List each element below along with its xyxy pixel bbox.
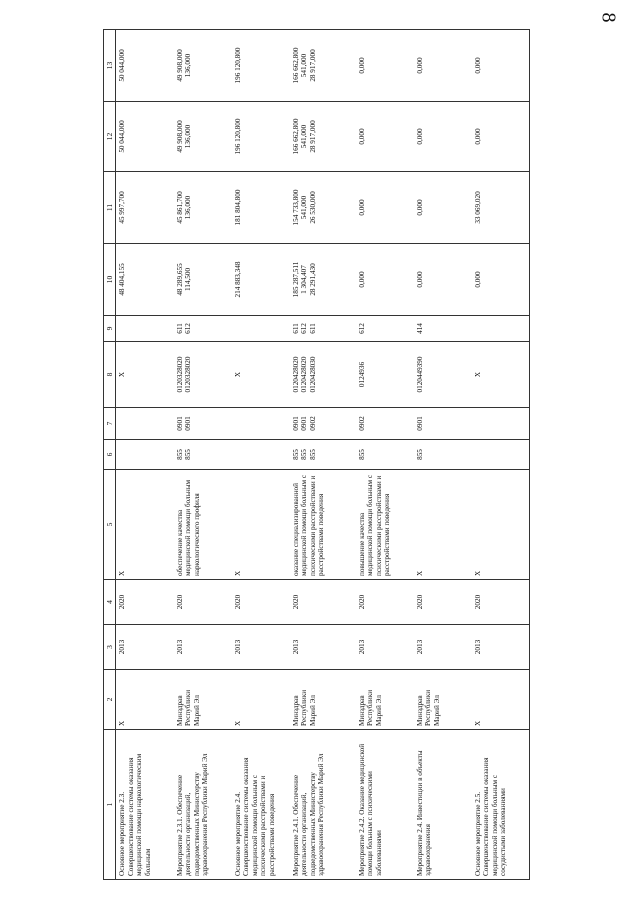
column-header: 3 — [104, 625, 116, 670]
table-cell-col-5: Х — [414, 470, 472, 580]
table-cell-col-13: 0,000 — [356, 30, 414, 102]
column-header: 8 — [104, 342, 116, 408]
table-cell-col-7: 0902 — [356, 408, 414, 440]
table-row — [414, 30, 472, 880]
table-cell-col-8: 0120328020 0120328020 — [174, 342, 232, 408]
table-cell-col-11: 181 804,800 — [232, 172, 290, 244]
table-cell-col-10: 0,000 — [472, 244, 530, 316]
table-cell-col-6 — [116, 440, 174, 470]
column-header: 10 — [104, 244, 116, 316]
table-cell-col-3: 2013 — [232, 625, 290, 670]
table-cell-col-4: 2020 — [290, 580, 356, 625]
table-cell-col-3: 2013 — [472, 625, 530, 670]
table-cell-col-1: Основное мероприятие 2.3. Совершенствование системы оказания медицинской помощи наркологическим больным — [116, 730, 174, 880]
table-cell-col-13: 50 044,000 — [116, 30, 174, 102]
table-cell-col-6: 855 855 — [174, 440, 232, 470]
table-cell-col-13: 196 120,800 — [232, 30, 290, 102]
column-header: 12 — [104, 102, 116, 172]
table-cell-col-4: 2020 — [472, 580, 530, 625]
table-cell-col-10: 0,000 — [414, 244, 472, 316]
table-cell-col-7: 0901 0901 — [174, 408, 232, 440]
table-cell-col-9: 611 612 611 — [290, 316, 356, 342]
table-cell-col-6 — [472, 440, 530, 470]
table-body — [116, 30, 530, 880]
table-cell-col-1: Мероприятие 2.4.2. Оказание медицинской помощи больным с психическими заболеваниями — [356, 730, 414, 880]
table-cell-col-9: 612 — [356, 316, 414, 342]
table-cell-col-11: 45 861,700 136,000 — [174, 172, 232, 244]
table-cell-col-7 — [116, 408, 174, 440]
table-row — [232, 30, 290, 880]
table-cell-col-9 — [232, 316, 290, 342]
table-cell-col-12: 50 044,000 — [116, 102, 174, 172]
table-cell-col-9 — [472, 316, 530, 342]
table-cell-col-3: 2013 — [174, 625, 232, 670]
table-cell-col-12: 0,000 — [414, 102, 472, 172]
table-cell-col-11: 0,000 — [356, 172, 414, 244]
header-row — [104, 30, 116, 880]
table-cell-col-6: 855 — [414, 440, 472, 470]
table-cell-col-5: Х — [472, 470, 530, 580]
column-header: 7 — [104, 408, 116, 440]
table-cell-col-10: 48 404,155 — [116, 244, 174, 316]
table-cell-col-12: 0,000 — [472, 102, 530, 172]
table-cell-col-8: 0120449390 — [414, 342, 472, 408]
table-cell-col-12: 0,000 — [356, 102, 414, 172]
table-cell-col-10: 185 287,511 1 304,407 28 291,430 — [290, 244, 356, 316]
table-cell-col-2: Минздрав Республики Марий Эл — [290, 670, 356, 730]
table-cell-col-10: 0,000 — [356, 244, 414, 316]
table-cell-col-6 — [232, 440, 290, 470]
table-cell-col-3: 2013 — [356, 625, 414, 670]
table-cell-col-5: оказание специализированной медицинской помощи больным с психическими расстройствами и расстройствами поведения — [290, 470, 356, 580]
table-cell-col-10: 48 289,655 114,500 — [174, 244, 232, 316]
table-cell-col-5: Х — [116, 470, 174, 580]
table-cell-col-13: 166 662,800 541,000 28 917,000 — [290, 30, 356, 102]
table-cell-col-8: Х — [472, 342, 530, 408]
table-cell-col-5: повышение качества медицинской помощи больным с психическими расстройствами и расстройствами поведения — [356, 470, 414, 580]
table-cell-col-9: 414 — [414, 316, 472, 342]
table-cell-col-11: 0,000 — [414, 172, 472, 244]
table-row — [174, 30, 232, 880]
table-cell-col-8: 0124936 — [356, 342, 414, 408]
table-cell-col-6: 855 — [356, 440, 414, 470]
table-cell-col-7: 0901 0901 0902 — [290, 408, 356, 440]
table-cell-col-13: 0,000 — [414, 30, 472, 102]
table-cell-col-2: Минздрав Республики Марий Эл — [356, 670, 414, 730]
table-cell-col-8: 0120428020 0120428020 0120428030 — [290, 342, 356, 408]
table-cell-col-4: 2020 — [356, 580, 414, 625]
table-cell-col-3: 2013 — [290, 625, 356, 670]
table-cell-col-3: 2013 — [414, 625, 472, 670]
column-header: 6 — [104, 440, 116, 470]
table-cell-col-2: Х — [232, 670, 290, 730]
table-cell-col-1: Мероприятие 2.3.1. Обеспечение деятельности организаций, подведомственных Министерству здравоохранения Республики Марий Эл — [174, 730, 232, 880]
table-cell-col-8: Х — [116, 342, 174, 408]
table-cell-col-12: 49 908,000 136,000 — [174, 102, 232, 172]
table-cell-col-2: Минздрав Республики Марий Эл — [414, 670, 472, 730]
table-cell-col-1: Мероприятие 2.4. Инвестиции в объекты здравоохранения — [414, 730, 472, 880]
column-header: 1 — [104, 730, 116, 880]
table-cell-col-5: Х — [232, 470, 290, 580]
table-row — [116, 30, 174, 880]
table-cell-col-10: 214 883,348 — [232, 244, 290, 316]
table-cell-col-2: Минздрав Республики Марий Эл — [174, 670, 232, 730]
table-cell-col-13: 0,000 — [472, 30, 530, 102]
table-cell-col-12: 196 120,800 — [232, 102, 290, 172]
table-cell-col-7 — [232, 408, 290, 440]
column-header: 4 — [104, 580, 116, 625]
table-cell-col-9 — [116, 316, 174, 342]
table-cell-col-8: Х — [232, 342, 290, 408]
table-cell-col-11: 33 069,020 — [472, 172, 530, 244]
column-header: 13 — [104, 30, 116, 102]
table-cell-col-11: 154 733,800 541,000 26 530,000 — [290, 172, 356, 244]
table-row — [356, 30, 414, 880]
rotated-page — [103, 30, 639, 880]
table-cell-col-13: 49 908,000 136,000 — [174, 30, 232, 102]
table-cell-col-2: Х — [116, 670, 174, 730]
table-cell-col-4: 2020 — [414, 580, 472, 625]
program-table — [103, 29, 530, 880]
table-cell-col-3: 2013 — [116, 625, 174, 670]
table-cell-col-6: 855 855 855 — [290, 440, 356, 470]
table-cell-col-11: 45 997,700 — [116, 172, 174, 244]
table-cell-col-12: 166 662,800 541,000 28 917,000 — [290, 102, 356, 172]
column-header: 11 — [104, 172, 116, 244]
table-cell-col-2: Х — [472, 670, 530, 730]
table-cell-col-1: Основное мероприятие 2.4. Совершенствование системы оказания медицинской помощи больным с психическими расстройствами и расстройствами поведения — [232, 730, 290, 880]
table-cell-col-4: 2020 — [116, 580, 174, 625]
column-header: 2 — [104, 670, 116, 730]
table-row — [472, 30, 530, 880]
table-cell-col-4: 2020 — [174, 580, 232, 625]
table-cell-col-9: 611 612 — [174, 316, 232, 342]
table-cell-col-5: обеспечение качества медицинской помощи больным наркологического профиля — [174, 470, 232, 580]
column-header: 5 — [104, 470, 116, 580]
table-row — [290, 30, 356, 880]
table-cell-col-7 — [472, 408, 530, 440]
table-cell-col-7: 0901 — [414, 408, 472, 440]
table-cell-col-1: Основное мероприятие 2.5. Совершенствование системы оказания медицинской помощи больным с сосудистыми заболеваниями — [472, 730, 530, 880]
page-number: 8 — [597, 12, 620, 23]
table-cell-col-4: 2020 — [232, 580, 290, 625]
table-cell-col-1: Мероприятие 2.4.1. Обеспечение деятельности организаций, подведомственных Министерству здравоохранения Республики Марий Эл — [290, 730, 356, 880]
column-header: 9 — [104, 316, 116, 342]
